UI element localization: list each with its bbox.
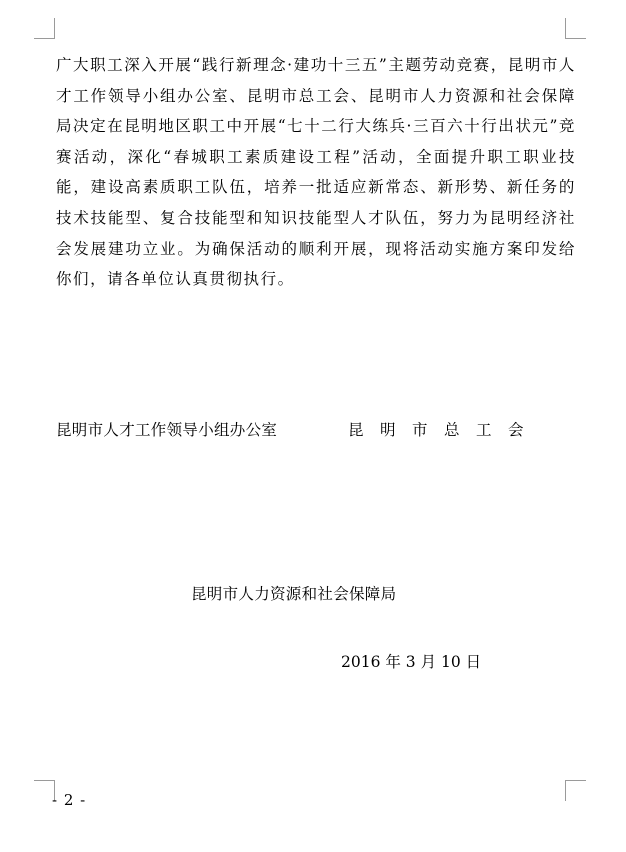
signatory-human-resources-bureau: 昆明市人力资源和社会保障局 (191, 585, 397, 603)
crop-mark-top-left (34, 18, 55, 39)
signatory-federation-of-trade-unions: 昆明市总工会 (348, 421, 541, 439)
signatory-talent-office: 昆明市人才工作领导小组办公室 (56, 421, 278, 439)
signature-row (56, 416, 576, 444)
page-number: - 2 - (52, 791, 87, 809)
body-paragraph: 广大职工深入开展“践行新理念·建功十三五”主题劳动竞赛，昆明市人才工作领导小组办公室、昆明市总工会、昆明市人力资源和社会保障局决定在昆明地区职工中开展“七十二行大练兵·三百六十行出状元”竞赛活动，深化“春城职工素质建设工程”活动，全面提升职工职业技能，建设高素质职工队伍，培养一批适应新常态、新形势、新任务的技术技能型、复合技能型和知识技能型人才队伍，努力为昆明经济社会发展建功立业。为确保活动的顺利开展，现将活动实施方案印发给你们，请各单位认真贯彻执行。 (56, 56, 576, 289)
crop-mark-top-right (565, 18, 586, 39)
crop-mark-bottom-right (565, 780, 586, 801)
issue-date: 2016 年 3 月 10 日 (341, 653, 482, 671)
